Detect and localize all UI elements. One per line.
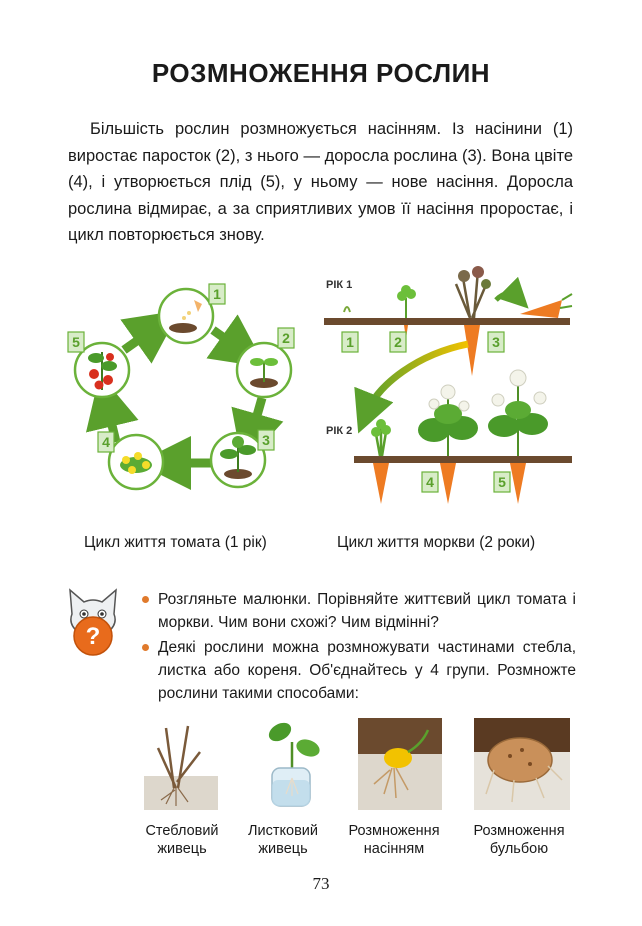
svg-text:3: 3 bbox=[492, 334, 500, 350]
tomato-badge-1 bbox=[209, 284, 225, 304]
tomato-step-1-seed bbox=[159, 289, 213, 343]
svg-text:5: 5 bbox=[498, 474, 506, 490]
tomato-cycle-diagram bbox=[66, 282, 306, 502]
svg-text:2: 2 bbox=[394, 334, 402, 350]
svg-text:4: 4 bbox=[426, 474, 434, 490]
method-label-stem-cutting: Стебловий живець bbox=[145, 823, 219, 857]
tuber-propagation-image bbox=[474, 718, 570, 810]
page-number: 73 bbox=[312, 874, 330, 893]
question-mark: ? bbox=[85, 623, 101, 650]
intro-paragraph: Більшість рослин розмножується насінням. Із насінини (1) виростає паросток (2), з нього — доросла рослина (3). Вона цвіте (4), і утворюється плід (5), у ньому — нове насіння. Доросла рослина відмирає, а за сприятливих умов її насіння проростає, і цикл повторюється знову. bbox=[68, 120, 573, 244]
year-2-label: РІК 2 bbox=[326, 425, 353, 437]
carrot-cycle-caption: Цикл життя моркви (2 роки) bbox=[337, 534, 536, 551]
stem-cutting-image bbox=[144, 718, 218, 810]
tomato-badge-2 bbox=[278, 328, 294, 348]
svg-text:2: 2 bbox=[282, 330, 290, 346]
svg-text:1: 1 bbox=[213, 286, 221, 302]
tomato-step-3-plant bbox=[211, 433, 265, 487]
leaf-cutting-image bbox=[258, 716, 328, 808]
carrot-sprout bbox=[397, 285, 416, 339]
method-label-leaf-cutting: Листковий живець bbox=[248, 823, 318, 857]
tomato-badge-3 bbox=[258, 430, 274, 450]
question-cat-icon bbox=[64, 584, 122, 658]
carrot-badge-4 bbox=[422, 472, 438, 492]
carrot-badge-2 bbox=[390, 332, 406, 352]
method-label-seeds: Розмноження насінням bbox=[348, 823, 440, 857]
tomato-badge-5 bbox=[68, 332, 84, 352]
tomato-step-2-sprout bbox=[237, 343, 291, 397]
task-item: Деякі рослини можна розмножувати частинами стебла, листка або кореня. Об'єднайтесь у 4 групи. Розмножте рослини такими способами: bbox=[138, 636, 576, 705]
carrot-badge-1 bbox=[342, 332, 358, 352]
task-item: Розгляньте малюнки. Порівняйте життєвий цикл томата і моркви. Чим вони схожі? Чим відмінні? bbox=[138, 588, 576, 634]
svg-text:3: 3 bbox=[262, 432, 270, 448]
page-title: РОЗМНОЖЕННЯ РОСЛИН bbox=[151, 58, 491, 88]
svg-text:1: 1 bbox=[346, 334, 354, 350]
carrot-harvested bbox=[520, 294, 572, 318]
tomato-cycle-caption: Цикл життя томата (1 рік) bbox=[84, 534, 267, 551]
carrot-cycle-diagram bbox=[318, 264, 578, 510]
method-label-tuber: Розмноження бульбою bbox=[473, 823, 565, 857]
carrot-badge-3 bbox=[488, 332, 504, 352]
svg-text:4: 4 bbox=[102, 434, 110, 450]
tomato-step-4-flowers bbox=[109, 435, 163, 489]
seed-propagation-image bbox=[358, 718, 442, 810]
year-1-label: РІК 1 bbox=[326, 279, 353, 291]
tomato-badge-4 bbox=[98, 432, 114, 452]
carrot-badge-5 bbox=[494, 472, 510, 492]
svg-text:5: 5 bbox=[72, 334, 80, 350]
task-list bbox=[138, 588, 576, 707]
carrot-seed bbox=[344, 307, 350, 312]
